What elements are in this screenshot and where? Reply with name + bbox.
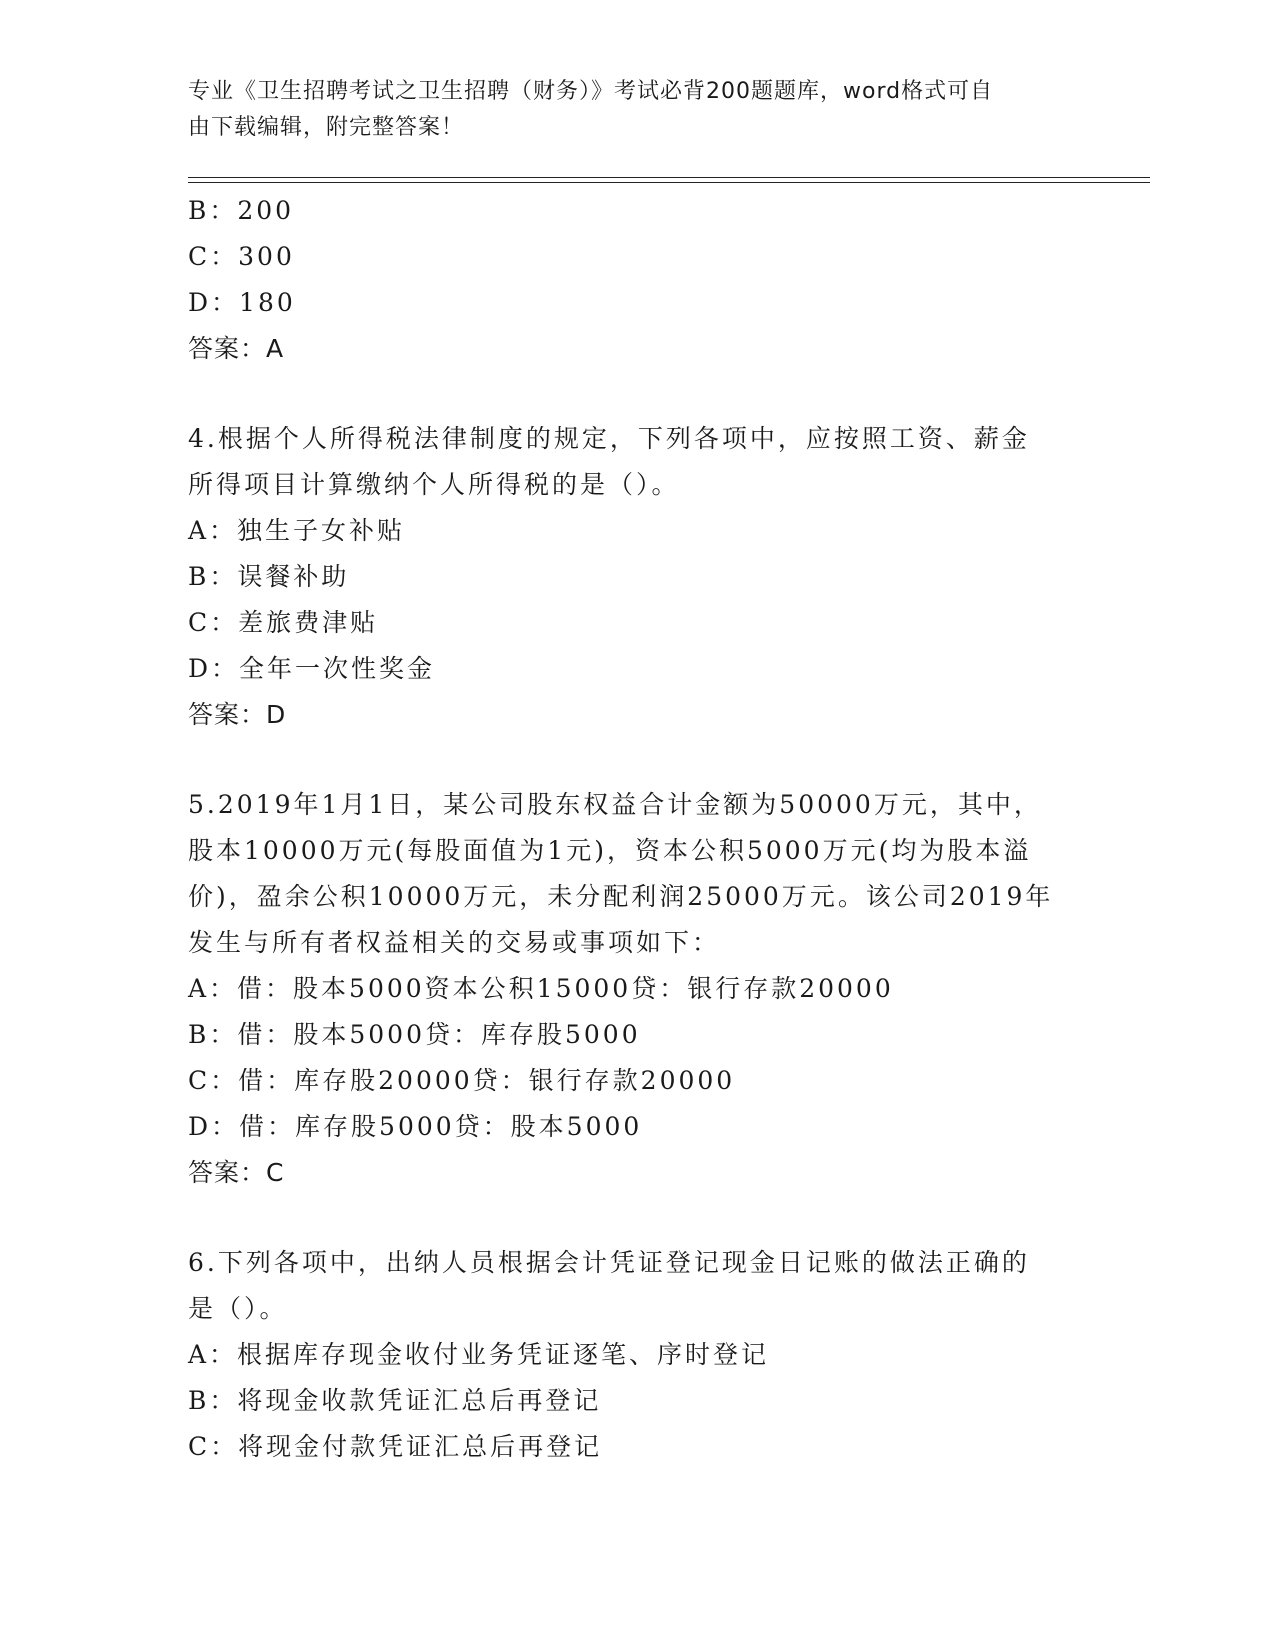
q6-option-a: A：根据库存现金收付业务凭证逐笔、序时登记 (188, 1340, 770, 1369)
q4-option-b: B：误餐补助 (188, 562, 350, 591)
question-5 (188, 782, 1068, 1196)
q5-answer: 答案：C (188, 1158, 285, 1187)
header-line-2: 由下载编辑，附完整答案！ (188, 115, 465, 140)
q3-option-c: C：300 (188, 242, 295, 271)
q5-option-a: A：借：股本5000资本公积15000贷：银行存款20000 (188, 974, 894, 1003)
q4-option-c: C：差旅费津贴 (188, 608, 379, 637)
q3-option-d: D：180 (188, 288, 296, 317)
spacer (188, 1196, 1068, 1240)
q6-option-c: C：将现金付款凭证汇总后再登记 (188, 1432, 603, 1461)
header-divider-top (188, 177, 1150, 178)
q5-stem-line-3: 价)，盈余公积10000万元，未分配利润25000万元。该公司2019年 (188, 882, 1054, 911)
header-divider-bottom (188, 182, 1150, 183)
spacer (188, 372, 1068, 416)
q5-option-b: B：借：股本5000贷：库存股5000 (188, 1020, 641, 1049)
q5-option-c: C：借：库存股20000贷：银行存款20000 (188, 1066, 736, 1095)
q6-stem-line-1: 6.下列各项中，出纳人员根据会计凭证登记现金日记账的做法正确的 (188, 1248, 1030, 1277)
q4-option-d: D：全年一次性奖金 (188, 654, 436, 683)
question-3-tail (188, 188, 1068, 372)
q3-option-b: B：200 (188, 196, 295, 225)
question-4 (188, 416, 1068, 738)
question-6 (188, 1240, 1068, 1470)
q5-stem-line-2: 股本10000万元(每股面值为1元)，资本公积5000万元(均为股本溢 (188, 836, 1032, 865)
document-header (188, 74, 1068, 146)
header-line-1: 专业《卫生招聘考试之卫生招聘（财务）》考试必背200题题库，word格式可自 (188, 79, 994, 104)
document-body (188, 188, 1068, 1470)
q5-stem-line-4: 发生与所有者权益相关的交易或事项如下： (188, 928, 721, 957)
q4-option-a: A：独生子女补贴 (188, 516, 406, 545)
q6-option-b: B：将现金收款凭证汇总后再登记 (188, 1386, 602, 1415)
spacer (188, 738, 1068, 782)
q4-answer: 答案：D (188, 700, 287, 729)
q5-stem-line-1: 5.2019年1月1日，某公司股东权益合计金额为50000万元，其中， (188, 790, 1042, 819)
q4-stem-line-2: 所得项目计算缴纳个人所得税的是（）。 (188, 470, 680, 499)
q5-option-d: D：借：库存股5000贷：股本5000 (188, 1112, 643, 1141)
q3-answer: 答案：A (188, 334, 285, 363)
q4-stem-line-1: 4.根据个人所得税法律制度的规定，下列各项中，应按照工资、薪金 (188, 424, 1030, 453)
q6-stem-line-2: 是（）。 (188, 1294, 288, 1323)
